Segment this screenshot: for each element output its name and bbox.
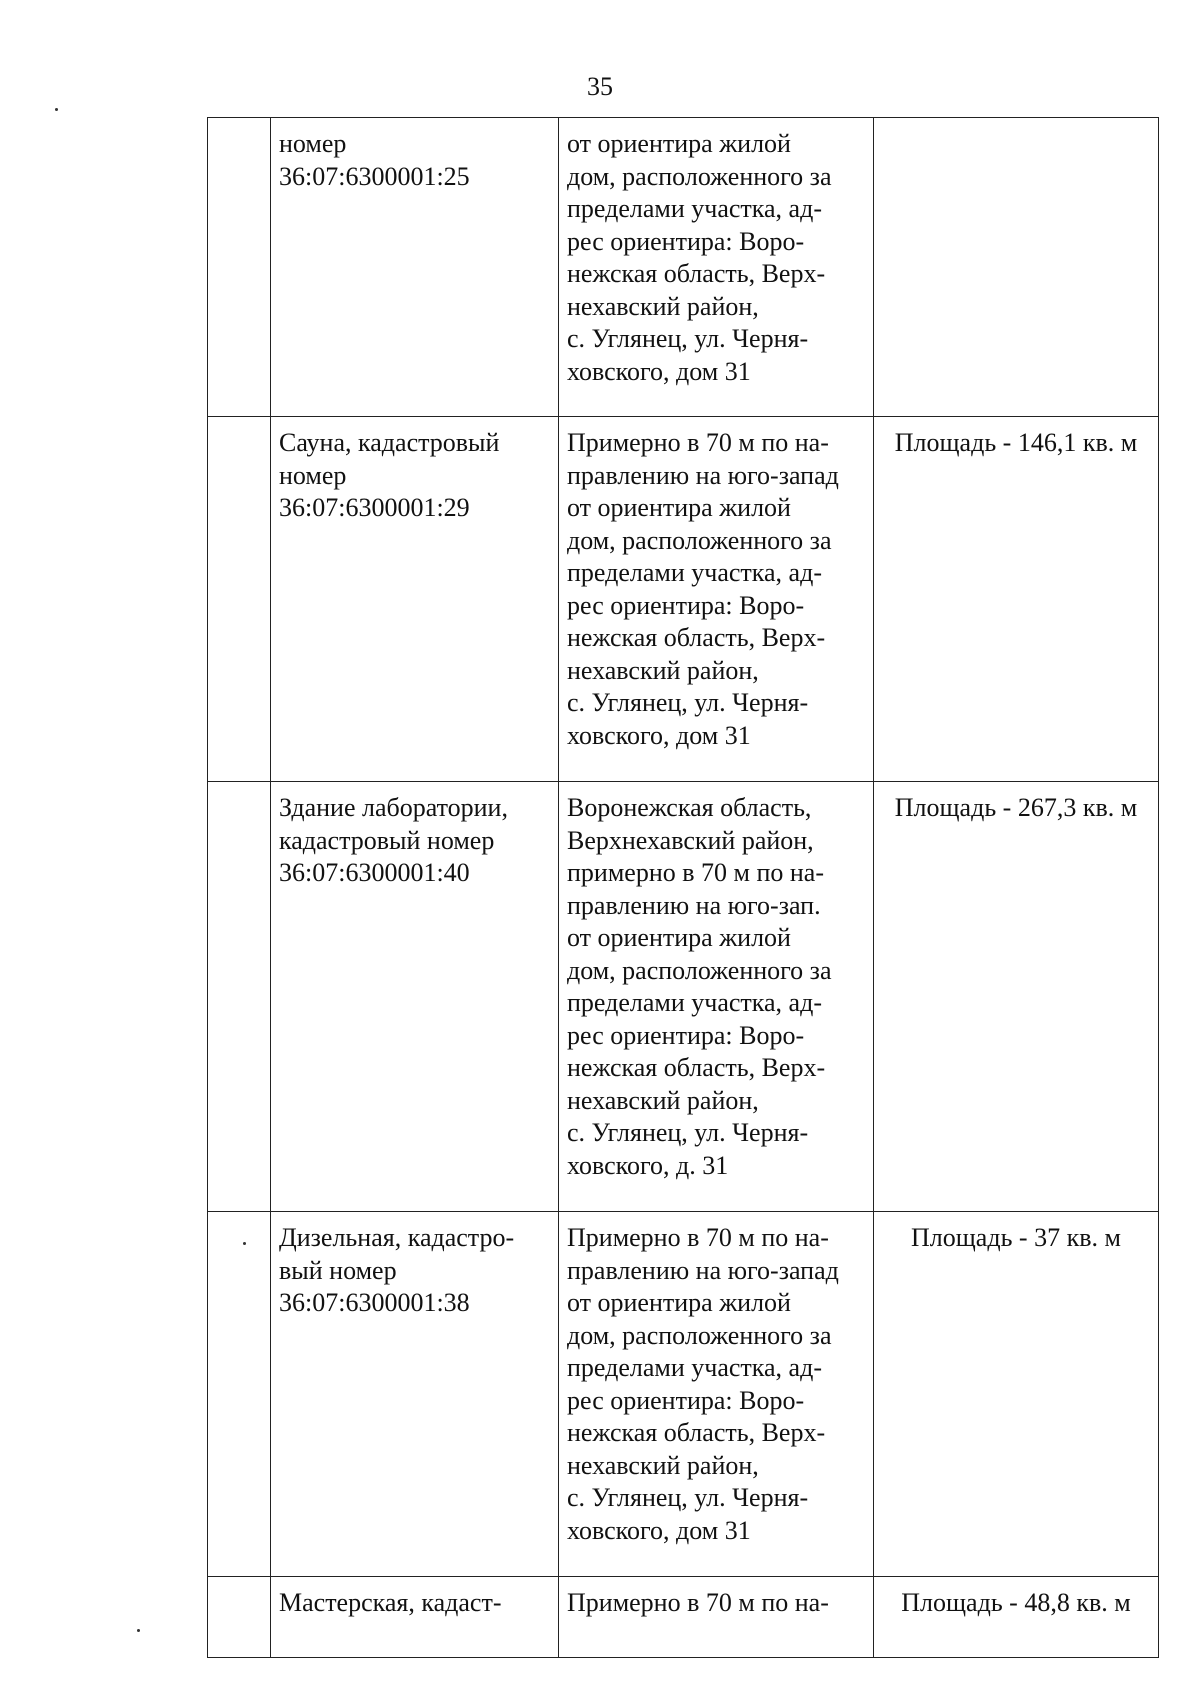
table-row <box>208 1577 1159 1658</box>
index-cell <box>208 417 271 782</box>
location-line: от ориентира жилой <box>567 493 791 522</box>
location-line: Верхнехавский район, <box>567 825 814 855</box>
location-line: дом, расположенного за <box>567 955 832 985</box>
object-name-line: Мастерская, кадаст- <box>279 1588 502 1617</box>
object-name-line: Сауна, кадастровый <box>279 428 500 457</box>
location-line: с. Углянец, ул. Черня- <box>567 1118 809 1147</box>
object-name-line: 36:07:6300001:29 <box>279 493 470 522</box>
scan-speck <box>137 1629 140 1632</box>
location-line: рес ориентира: Воро- <box>567 226 805 256</box>
location-line: нежская область, Верх- <box>567 623 826 652</box>
object-name-line: вый номер <box>279 1255 397 1285</box>
index-cell <box>208 1212 271 1577</box>
property-table <box>207 117 1159 1658</box>
area-cell <box>874 118 1159 417</box>
location-line: дом, расположенного за <box>567 525 832 555</box>
object-name-line: 36:07:6300001:40 <box>279 858 470 887</box>
location-line: нежская область, Верх- <box>567 1418 826 1447</box>
location-line: пределами участка, ад- <box>567 1353 822 1382</box>
page-number: 35 <box>587 72 613 101</box>
location-line: рес ориентира: Воро- <box>567 1020 805 1050</box>
location-line: примерно в 70 м по на- <box>567 858 824 887</box>
location-line: от ориентира жилой <box>567 923 791 952</box>
location-line: нехавский район, <box>567 291 759 321</box>
area-cell: Площадь - 146,1 кв. м <box>874 417 1159 782</box>
table-row <box>208 782 1159 1212</box>
location-line: нехавский район, <box>567 655 759 685</box>
table-row <box>208 1212 1159 1577</box>
object-name-cell <box>271 1577 559 1658</box>
location-cell <box>559 118 874 417</box>
location-line: нежская область, Верх- <box>567 259 826 288</box>
scan-speck <box>55 108 58 111</box>
location-line: нехавский район, <box>567 1085 759 1115</box>
object-name-cell <box>271 782 559 1212</box>
location-line: нехавский район, <box>567 1450 759 1480</box>
area-cell: Площадь - 48,8 кв. м <box>874 1577 1159 1658</box>
location-line: Примерно в 70 м по на- <box>567 428 829 457</box>
area-cell: Площадь - 267,3 кв. м <box>874 782 1159 1212</box>
index-cell <box>208 118 271 417</box>
location-line: с. Углянец, ул. Черня- <box>567 324 809 353</box>
scan-speck <box>243 1242 246 1245</box>
location-line: Примерно в 70 м по на- <box>567 1588 829 1617</box>
object-name-line: Дизельная, кадастро- <box>279 1223 515 1252</box>
location-line: с. Углянец, ул. Черня- <box>567 1483 809 1512</box>
location-cell <box>559 1212 874 1577</box>
location-line: ховского, дом 31 <box>567 720 751 750</box>
object-name-line: 36:07:6300001:38 <box>279 1288 470 1317</box>
location-line: дом, расположенного за <box>567 1320 832 1350</box>
area-cell: Площадь - 37 кв. м <box>874 1212 1159 1577</box>
object-name-line: номер <box>279 129 347 158</box>
table-row <box>208 417 1159 782</box>
location-line: рес ориентира: Воро- <box>567 590 805 620</box>
location-line: с. Углянец, ул. Черня- <box>567 688 809 717</box>
location-line: пределами участка, ад- <box>567 194 822 223</box>
location-cell <box>559 417 874 782</box>
location-line: дом, расположенного за <box>567 161 832 191</box>
object-name-line: 36:07:6300001:25 <box>279 161 470 191</box>
location-line: правлению на юго-запад <box>567 1255 839 1285</box>
object-name-line: номер <box>279 460 347 490</box>
index-cell <box>208 782 271 1212</box>
object-name-cell <box>271 1212 559 1577</box>
location-line: нежская область, Верх- <box>567 1053 826 1082</box>
object-name-cell <box>271 118 559 417</box>
object-name-line: Здание лаборатории, <box>279 793 508 822</box>
location-line: пределами участка, ад- <box>567 558 822 587</box>
location-cell <box>559 1577 874 1658</box>
location-line: ховского, дом 31 <box>567 356 751 386</box>
table-row <box>208 118 1159 417</box>
location-line: от ориентира жилой <box>567 1288 791 1317</box>
location-line: Примерно в 70 м по на- <box>567 1223 829 1252</box>
object-name-cell <box>271 417 559 782</box>
index-cell <box>208 1577 271 1658</box>
location-cell <box>559 782 874 1212</box>
location-line: правлению на юго-запад <box>567 460 839 490</box>
location-line: рес ориентира: Воро- <box>567 1385 805 1415</box>
location-line: от ориентира жилой <box>567 129 791 158</box>
object-name-line: кадастровый номер <box>279 825 495 855</box>
location-line: правлению на юго-зап. <box>567 890 821 920</box>
location-line: Воронежская область, <box>567 793 812 822</box>
location-line: ховского, дом 31 <box>567 1515 751 1545</box>
location-line: пределами участка, ад- <box>567 988 822 1017</box>
location-line: ховского, д. 31 <box>567 1150 729 1180</box>
